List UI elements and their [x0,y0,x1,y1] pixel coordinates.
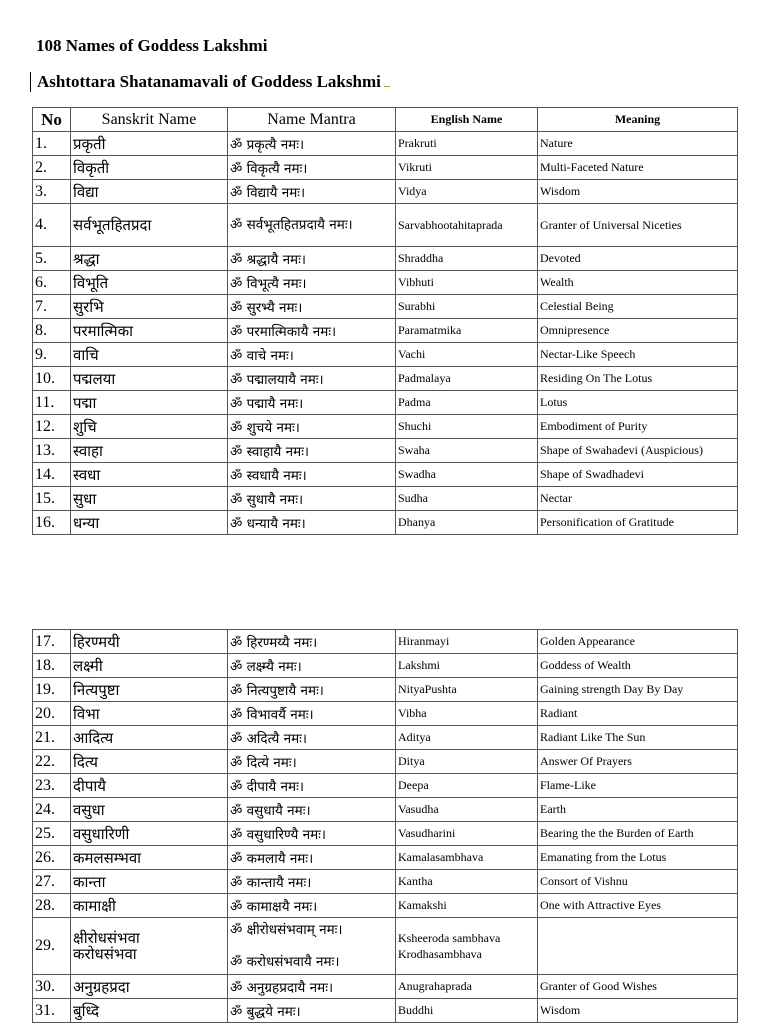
cell-no: 3. [33,180,71,204]
cell-sanskrit: बुध्दि [71,999,228,1023]
cell-no: 23. [33,774,71,798]
cell-english: NityaPushta [396,678,538,702]
cell-no: 30. [33,975,71,999]
cell-no: 25. [33,822,71,846]
cell-no: 11. [33,391,71,415]
cell-meaning: Bearing the the Burden of Earth [538,822,738,846]
cell-meaning: Granter of Universal Niceties [538,204,738,247]
cell-meaning: Consort of Vishnu [538,870,738,894]
page-title: 108 Names of Goddess Lakshmi [36,36,268,55]
cell-english: Prakruti [396,132,538,156]
table-row [33,391,738,415]
cell-meaning: Nectar [538,487,738,511]
cell-no: 4. [33,204,71,247]
cell-sanskrit: दित्य [71,750,228,774]
cell-sanskrit: दीपायै [71,774,228,798]
cell-no: 10. [33,367,71,391]
cell-mantra: ॐ विद्यायै नमः। [228,180,396,204]
cell-english: Vasudha [396,798,538,822]
cell-sanskrit: कमलसम्भवा [71,846,228,870]
table-row [33,654,738,678]
cell-meaning: Celestial Being [538,295,738,319]
cell-mantra: ॐ दीपायै नमः। [228,774,396,798]
cell-meaning: Radiant [538,702,738,726]
cell-sanskrit: वसुधा [71,798,228,822]
cell-no: 14. [33,463,71,487]
cell-meaning: Shape of Swahadevi (Auspicious) [538,439,738,463]
cell-mantra: ॐ सर्वभूतहितप्रदायै नमः। [228,204,396,247]
cell-meaning: Earth [538,798,738,822]
cell-mantra: ॐ वाचे नमः। [228,343,396,367]
header-mantra: Name Mantra [228,108,396,132]
table-row [33,846,738,870]
names-table-2 [32,629,738,1023]
cell-mantra: ॐ पद्मालयायै नमः। [228,367,396,391]
table-row [33,630,738,654]
cell-english: Buddhi [396,999,538,1023]
subtitle-text: Ashtottara Shatanamavali of Goddess Lakshmi [37,72,381,91]
cell-mantra: ॐ कान्तायै नमः। [228,870,396,894]
cell-mantra: ॐ विभूत्यै नमः। [228,271,396,295]
cell-sanskrit: कान्ता [71,870,228,894]
cell-no: 2. [33,156,71,180]
cell-meaning: Goddess of Wealth [538,654,738,678]
cell-no: 21. [33,726,71,750]
cell-no: 17. [33,630,71,654]
cell-sanskrit: स्वाहा [71,439,228,463]
cell-english: Paramatmika [396,319,538,343]
cell-meaning: Nectar-Like Speech [538,343,738,367]
cell-meaning: Granter of Good Wishes [538,975,738,999]
cell-sanskrit: पद्मलया [71,367,228,391]
cell-mantra: ॐ शुचये नमः। [228,415,396,439]
cell-no: 12. [33,415,71,439]
cell-meaning: One with Attractive Eyes [538,894,738,918]
table-row [33,132,738,156]
names-table-1 [32,107,738,535]
cell-mantra: ॐ धन्यायै नमः। [228,511,396,535]
header-sanskrit: Sanskrit Name [71,108,228,132]
cell-no: 22. [33,750,71,774]
cell-sanskrit: प्रकृती [71,132,228,156]
cell-meaning: Radiant Like The Sun [538,726,738,750]
table-header-row [33,108,738,132]
cell-mantra: ॐ स्वधायै नमः। [228,463,396,487]
table-row [33,204,738,247]
cell-sanskrit: पद्मा [71,391,228,415]
cell-sanskrit: परमात्मिका [71,319,228,343]
header-english: English Name [396,108,538,132]
cell-english: Kantha [396,870,538,894]
cell-meaning: Answer Of Prayers [538,750,738,774]
cell-english: Deepa [396,774,538,798]
cell-no: 8. [33,319,71,343]
cell-sanskrit: नित्यपुष्टा [71,678,228,702]
cell-sanskrit: विद्या [71,180,228,204]
cell-english: Swaha [396,439,538,463]
cell-no: 26. [33,846,71,870]
cell-meaning: Lotus [538,391,738,415]
cell-mantra: ॐ विभावर्यै नमः। [228,702,396,726]
cell-sanskrit: आदित्य [71,726,228,750]
cell-english: Vikruti [396,156,538,180]
cell-meaning: Flame-Like [538,774,738,798]
cell-english: Ksheeroda sambhava Krodhasambhava [396,918,538,975]
cell-english: Sudha [396,487,538,511]
table-row [33,319,738,343]
table-row [33,247,738,271]
cell-mantra: ॐ कमलायै नमः। [228,846,396,870]
table-row [33,774,738,798]
cell-sanskrit: कामाक्षी [71,894,228,918]
cell-meaning: Gaining strength Day By Day [538,678,738,702]
cell-meaning: Omnipresence [538,319,738,343]
cell-sanskrit: सुधा [71,487,228,511]
table-row [33,798,738,822]
table-row [33,511,738,535]
cell-sanskrit: वाचि [71,343,228,367]
cell-no: 9. [33,343,71,367]
cell-meaning: Emanating from the Lotus [538,846,738,870]
cell-sanskrit: विभूति [71,271,228,295]
cell-meaning: Shape of Swadhadevi [538,463,738,487]
cell-sanskrit: क्षीरोधसंभवा करोधसंभवा [71,918,228,975]
cell-english: Vibha [396,702,538,726]
cell-sanskrit: श्रद्धा [71,247,228,271]
table-row [33,295,738,319]
cell-english: Ditya [396,750,538,774]
table-row [33,702,738,726]
cell-meaning: Personification of Gratitude [538,511,738,535]
cell-meaning: Golden Appearance [538,630,738,654]
page-subtitle [30,72,390,92]
cell-english: Vachi [396,343,538,367]
cell-mantra: ॐ कामाक्षयै नमः। [228,894,396,918]
cell-mantra: ॐ सुधायै नमः। [228,487,396,511]
cell-meaning [538,918,738,975]
table-2-body [33,630,738,1023]
cell-no: 28. [33,894,71,918]
header-meaning: Meaning [538,108,738,132]
cell-sanskrit: धन्या [71,511,228,535]
cell-english: Sarvabhootahitaprada [396,204,538,247]
cell-english: Vibhuti [396,271,538,295]
cell-no: 13. [33,439,71,463]
cell-no: 31. [33,999,71,1023]
table-row [33,894,738,918]
cell-english: Padmalaya [396,367,538,391]
cell-no: 29. [33,918,71,975]
cell-mantra: ॐ वसुधायै नमः। [228,798,396,822]
cell-sanskrit: अनुग्रहप्रदा [71,975,228,999]
cell-meaning: Residing On The Lotus [538,367,738,391]
cell-meaning: Wisdom [538,999,738,1023]
cell-mantra: ॐ सुरभ्यै नमः। [228,295,396,319]
cell-meaning: Multi-Faceted Nature [538,156,738,180]
cell-english: Vidya [396,180,538,204]
cell-sanskrit: शुचि [71,415,228,439]
cell-mantra: ॐ नित्यपुष्टायै नमः। [228,678,396,702]
cell-mantra: ॐ विकृत्यै नमः। [228,156,396,180]
cell-english: Padma [396,391,538,415]
table-row [33,999,738,1023]
table-1-body [33,132,738,535]
cell-english: Shraddha [396,247,538,271]
cell-mantra: ॐ श्रद्धायै नमः। [228,247,396,271]
table-row [33,156,738,180]
table-row [33,975,738,999]
table-row [33,367,738,391]
cell-meaning: Embodiment of Purity [538,415,738,439]
cell-sanskrit: लक्ष्मी [71,654,228,678]
cell-sanskrit: विभा [71,702,228,726]
table-row [33,415,738,439]
cell-no: 7. [33,295,71,319]
cell-no: 6. [33,271,71,295]
cell-meaning: Wisdom [538,180,738,204]
cell-mantra: ॐ लक्ष्म्यै नमः। [228,654,396,678]
cell-english: Hiranmayi [396,630,538,654]
cell-mantra: ॐ हिरण्मय्यै नमः। [228,630,396,654]
cell-mantra: ॐ क्षीरोधसंभवाम् नमः। ॐ करोधसंभवायै नमः। [228,918,396,975]
cell-english: Kamalasambhava [396,846,538,870]
cell-english: Vasudharini [396,822,538,846]
cell-english: Surabhi [396,295,538,319]
cell-mantra: ॐ स्वाहायै नमः। [228,439,396,463]
cell-no: 16. [33,511,71,535]
table-row [33,918,738,975]
cell-no: 24. [33,798,71,822]
table-row [33,271,738,295]
cell-sanskrit: स्वधा [71,463,228,487]
table-row [33,487,738,511]
table-row [33,180,738,204]
cell-mantra: ॐ अदित्यै नमः। [228,726,396,750]
cell-mantra: ॐ अनुग्रहप्रदायै नमः। [228,975,396,999]
cell-english: Kamakshi [396,894,538,918]
table-row [33,822,738,846]
cell-mantra: ॐ पद्मायै नमः। [228,391,396,415]
cell-no: 20. [33,702,71,726]
cell-english: Anugrahaprada [396,975,538,999]
cell-meaning: Devoted [538,247,738,271]
table-row [33,750,738,774]
table-row [33,463,738,487]
cell-sanskrit: वसुधारिणी [71,822,228,846]
cell-meaning: Wealth [538,271,738,295]
cell-no: 15. [33,487,71,511]
text-cursor [384,72,390,87]
cell-no: 18. [33,654,71,678]
cell-mantra: ॐ वसुधारिण्यै नमः। [228,822,396,846]
cell-no: 5. [33,247,71,271]
table-row [33,439,738,463]
cell-meaning: Nature [538,132,738,156]
cell-english: Shuchi [396,415,538,439]
cell-english: Aditya [396,726,538,750]
header-no: No [33,108,71,132]
cell-no: 1. [33,132,71,156]
cell-sanskrit: हिरण्मयी [71,630,228,654]
cell-english: Lakshmi [396,654,538,678]
cell-sanskrit: सुरभि [71,295,228,319]
cell-english: Dhanya [396,511,538,535]
cell-mantra: ॐ परमात्मिकायै नमः। [228,319,396,343]
table-row [33,870,738,894]
cell-sanskrit: विकृती [71,156,228,180]
cell-mantra: ॐ दित्ये नमः। [228,750,396,774]
cell-no: 19. [33,678,71,702]
table-row [33,343,738,367]
cell-sanskrit: सर्वभूतहितप्रदा [71,204,228,247]
cell-mantra: ॐ बुद्धये नमः। [228,999,396,1023]
table-row [33,726,738,750]
cell-english: Swadha [396,463,538,487]
cell-mantra: ॐ प्रकृत्यै नमः। [228,132,396,156]
cell-no: 27. [33,870,71,894]
table-row [33,678,738,702]
